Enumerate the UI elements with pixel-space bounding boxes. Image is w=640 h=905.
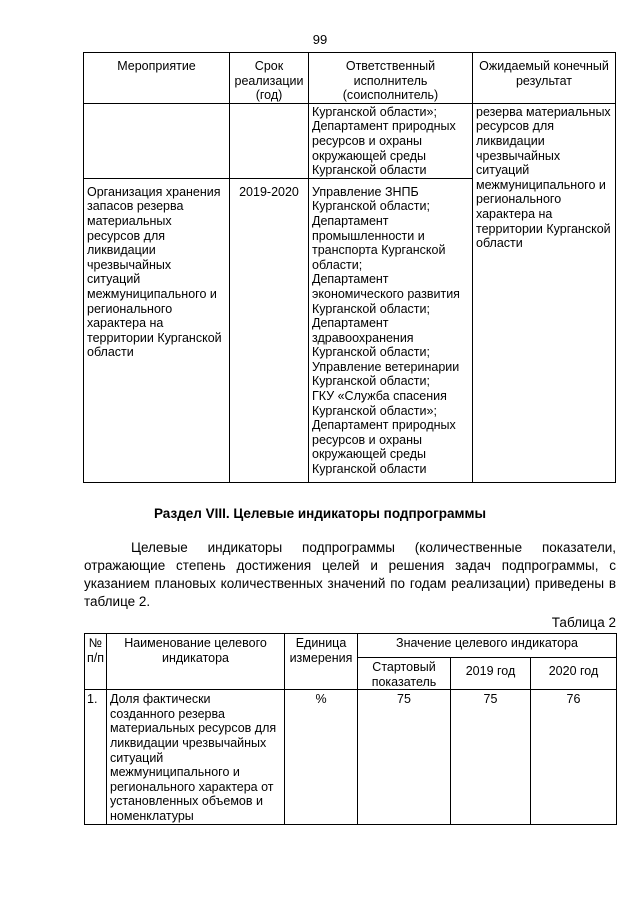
result-cell — [473, 103, 616, 482]
executor-line: ресурсов и охраны — [312, 432, 422, 447]
executor-line: области; — [312, 257, 363, 272]
executor-line: Департамент — [312, 213, 389, 228]
table-row — [84, 103, 616, 178]
executor-line: Департамент — [312, 316, 389, 331]
header-activity: Мероприятие — [84, 53, 230, 104]
indicator-line: материальных ресурсов для — [110, 721, 277, 736]
activity-line: межмуниципального и — [87, 286, 217, 301]
executor-line: Департамент — [312, 272, 389, 287]
table-row — [85, 690, 617, 824]
result-line: резерва материальных — [476, 104, 611, 119]
executor-line: ресурсов и охраны — [312, 133, 422, 148]
executor-line: Управление ЗНПБ — [312, 184, 419, 199]
indicator-line: межмуниципального и — [110, 765, 240, 780]
activity-line: Организация хранения — [87, 184, 221, 199]
result-line: регионального — [476, 192, 562, 207]
header-unit: Единица измерения — [285, 634, 358, 690]
activity-line: ситуаций — [87, 272, 141, 287]
executor-cell — [309, 103, 473, 178]
body-paragraph: Целевые индикаторы подпрограммы (количественные показатели, отражающие степень достижения целей и решения задач подпрограммы, с указанием плановых количественных значений по годам реализации) приведены в таблице 2. — [84, 540, 616, 609]
executor-line: экономического развития — [312, 286, 460, 301]
executor-line: Департамент природных — [312, 119, 456, 134]
executor-line: ГКУ «Служба спасения — [312, 389, 447, 404]
result-line: ресурсов для — [476, 119, 555, 134]
executor-line: Курганской области; — [312, 301, 430, 316]
header-period: Срок реализации (год) — [230, 53, 309, 104]
indicator-line: установленных объемов и — [110, 794, 263, 809]
value-2019-cell: 75 — [451, 690, 531, 824]
activity-cell — [84, 178, 230, 482]
value-2020-cell: 76 — [531, 690, 617, 824]
period-cell — [230, 103, 309, 178]
activity-line: ликвидации — [87, 243, 156, 258]
result-line: ситуаций — [476, 163, 530, 178]
executor-line: окружающей среды — [312, 148, 427, 163]
result-line: области — [476, 236, 523, 251]
num-cell: 1. — [85, 690, 107, 824]
indicator-line: ликвидации чрезвычайных — [110, 735, 267, 750]
indicator-name-cell — [107, 690, 285, 824]
executor-line: Управление ветеринарии — [312, 359, 460, 374]
header-2020: 2020 год — [531, 658, 617, 690]
indicator-line: созданного резерва — [110, 706, 225, 721]
activity-line: чрезвычайных — [87, 257, 172, 272]
period-cell: 2019-2020 — [230, 178, 309, 482]
executor-line: Курганской области; — [312, 374, 430, 389]
executor-line: Курганской области — [312, 163, 427, 178]
unit-cell: % — [285, 690, 358, 824]
indicator-line: ситуаций — [110, 750, 164, 765]
activities-table — [83, 52, 616, 483]
activity-line: материальных — [87, 213, 172, 228]
result-line: территории Курганской — [476, 221, 611, 236]
table-caption: Таблица 2 — [551, 615, 616, 630]
executor-line: транспорта Курганской — [312, 243, 446, 258]
executor-line: окружающей среды — [312, 447, 427, 462]
result-line: ликвидации — [476, 133, 545, 148]
header-num: № п/п — [85, 634, 107, 690]
result-line: характера на — [476, 206, 553, 221]
executor-line: Курганской области; — [312, 199, 430, 214]
indicators-table — [84, 633, 617, 825]
executor-line: Курганской области — [312, 462, 427, 477]
header-start: Стартовый показатель — [358, 658, 451, 690]
executor-line: промышленности и — [312, 228, 425, 243]
executor-line: Департамент природных — [312, 418, 456, 433]
activity-line: ресурсов для — [87, 228, 166, 243]
result-line: межмуниципального и — [476, 177, 606, 192]
activity-line: регионального — [87, 301, 173, 316]
executor-line: Курганской области»; — [312, 403, 437, 418]
executor-line: Курганской области; — [312, 345, 430, 360]
header-result: Ожидаемый конечный результат — [473, 53, 616, 104]
header-2019: 2019 год — [451, 658, 531, 690]
result-line: чрезвычайных — [476, 148, 561, 163]
header-value-group: Значение целевого индикатора — [358, 634, 617, 658]
indicator-line: регионального характера от — [110, 779, 274, 794]
page-number: 99 — [312, 32, 328, 47]
executor-cell — [309, 178, 473, 482]
indicator-line: номенклатуры — [110, 808, 194, 823]
executor-line: Курганской области»; — [312, 104, 437, 119]
activity-line: запасов резерва — [87, 199, 184, 214]
header-executor: Ответственный исполнитель (соисполнитель) — [309, 53, 473, 104]
activity-cell — [84, 103, 230, 178]
indicator-line: Доля фактически — [110, 692, 211, 707]
header-indicator-name: Наименование целевого индикатора — [107, 634, 285, 690]
activity-line: территории Курганской — [87, 330, 222, 345]
executor-line: здравоохранения — [312, 330, 414, 345]
indicators-table-header — [85, 634, 617, 658]
activities-table-header — [84, 53, 616, 104]
activity-line: области — [87, 345, 134, 360]
activity-line: характера на — [87, 316, 164, 331]
start-value-cell: 75 — [358, 690, 451, 824]
section-heading: Раздел VIII. Целевые индикаторы подпрограммы — [153, 506, 486, 521]
